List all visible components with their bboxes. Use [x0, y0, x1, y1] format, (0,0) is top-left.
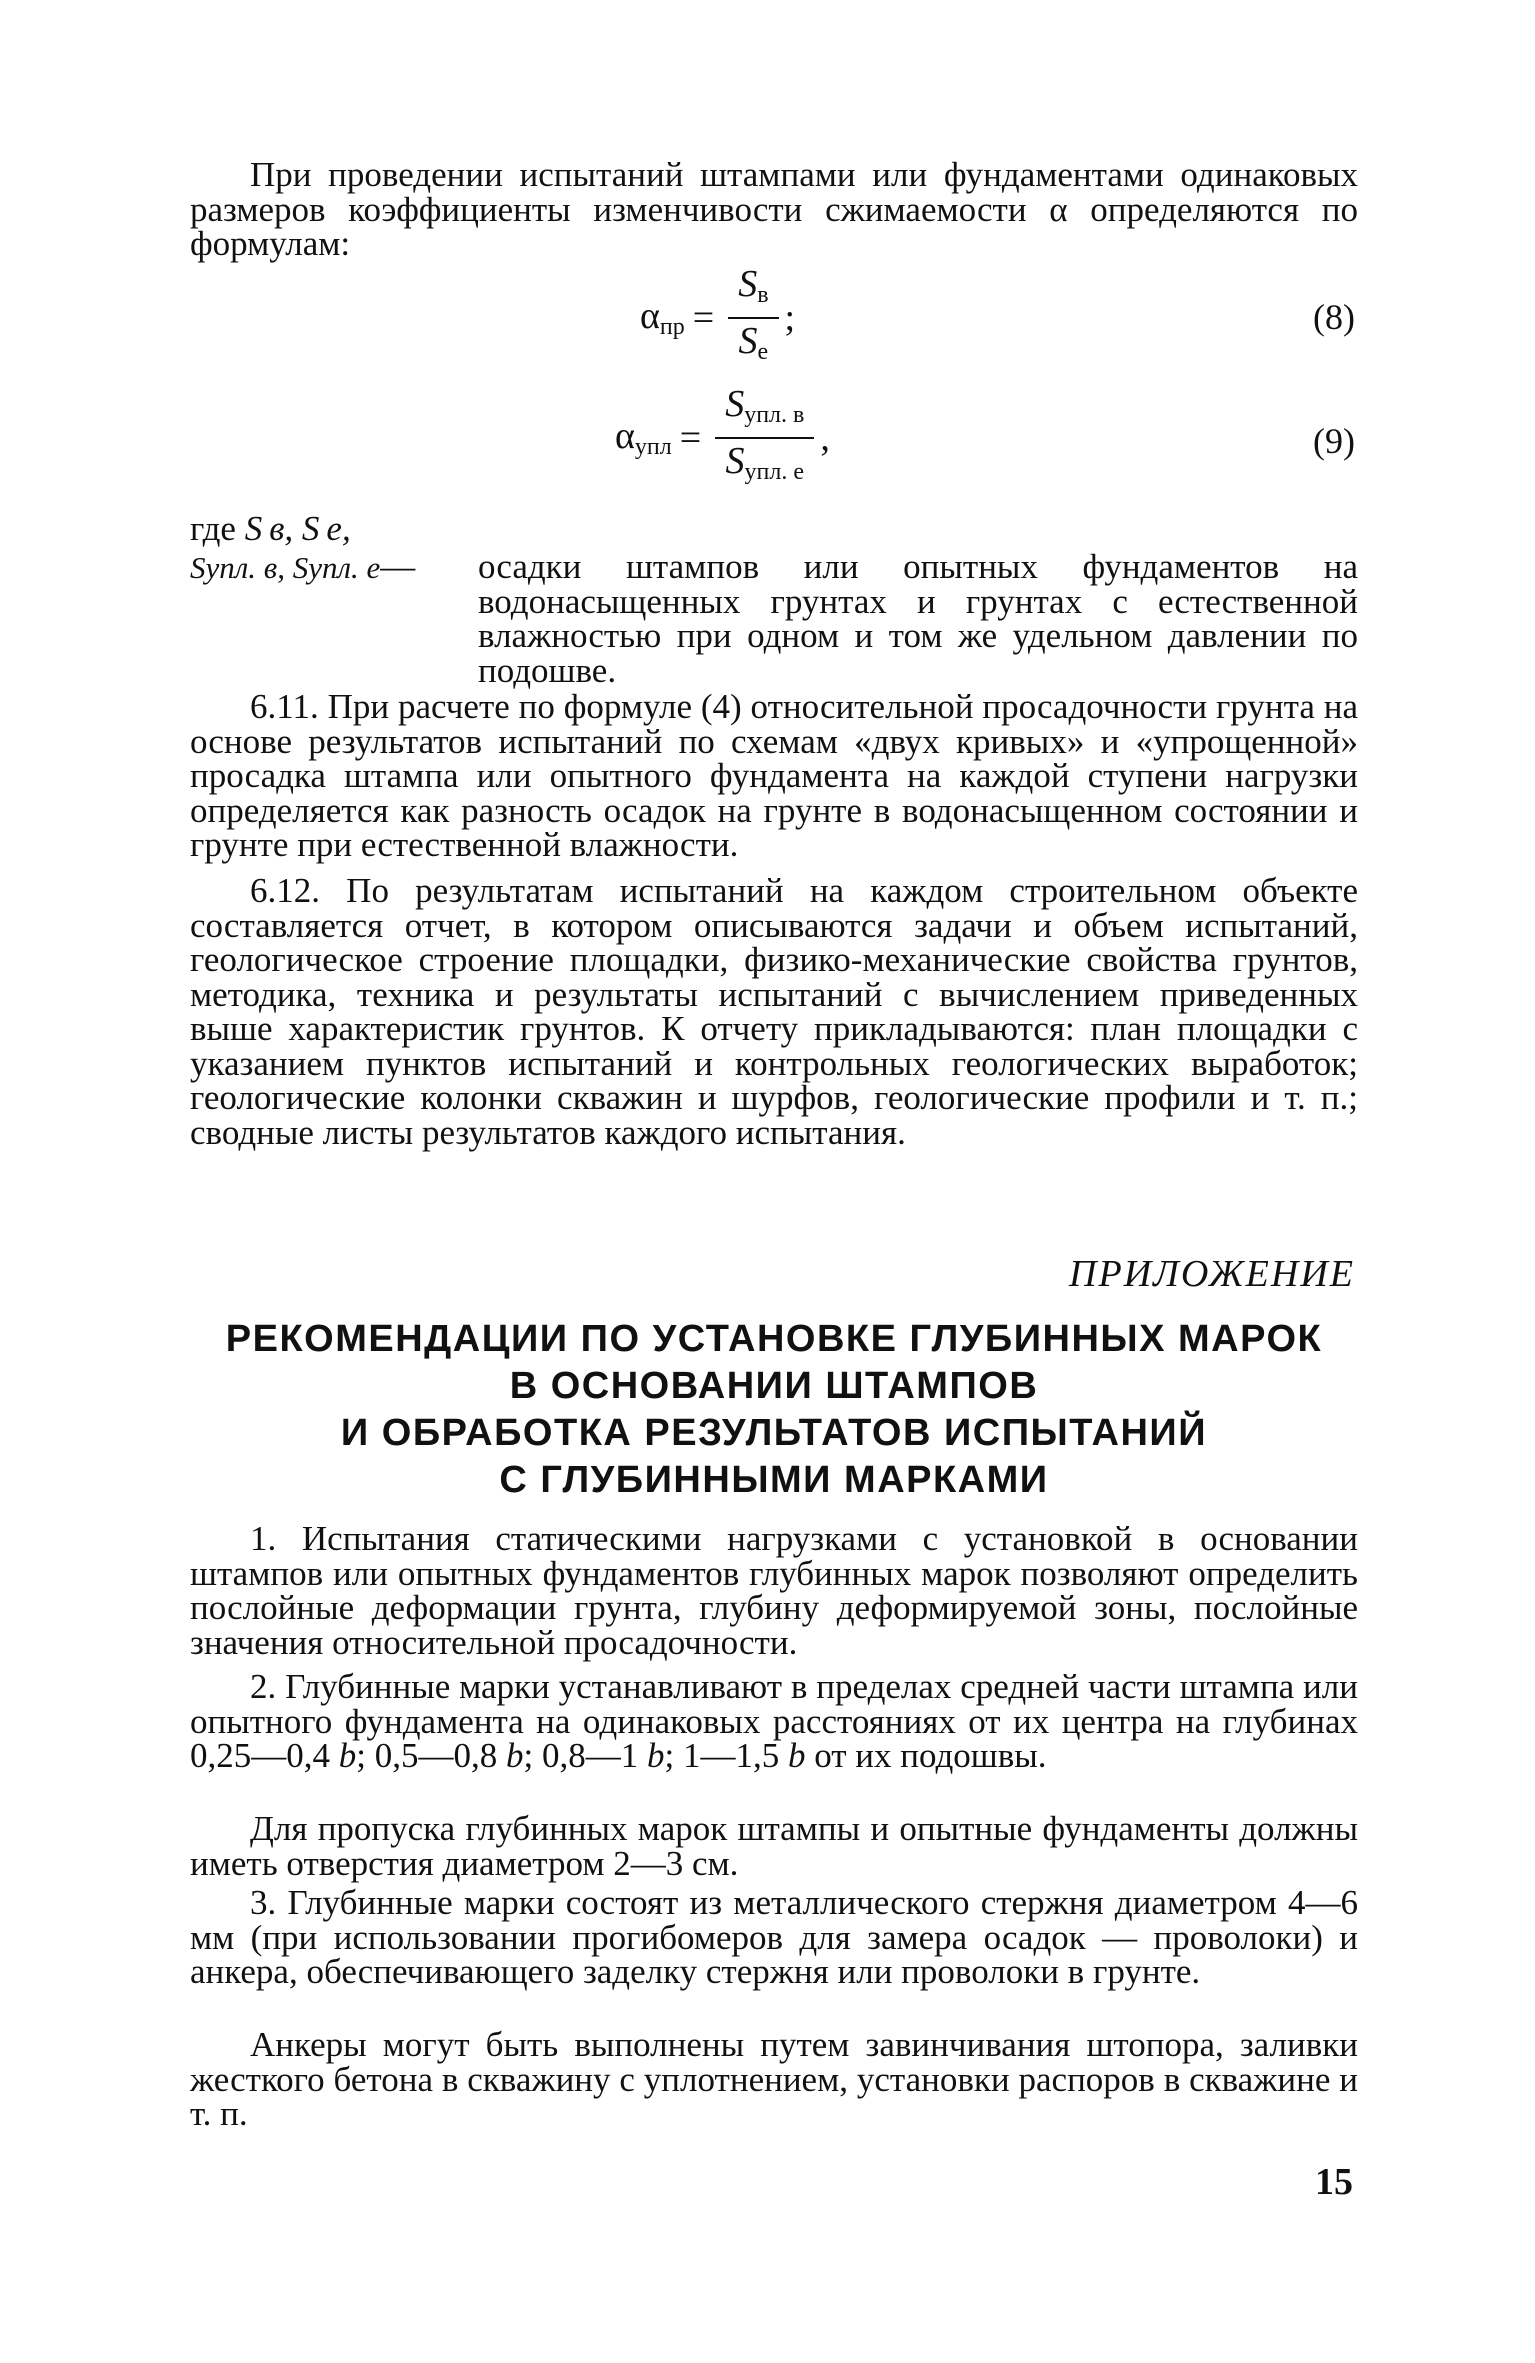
formula-8-fraction: $\frac{S_в}{S_e}$: [728, 262, 778, 374]
where-label: где S в, S e,: [190, 509, 351, 548]
paragraph-6-12: 6.12. По результатам испытаний на каждом строительном объекте составляется отчет, в котором описываются задачи и объем испытаний, геологическое строение площадки, физико-механические свойства грунтов, методика, техника и результаты испытаний с вычислением приведенных выше характеристик грунтов. К отчету прикладываются: план площадки с указанием пунктов испытаний и контрольных геологических выработок; геологические колонки скважин и шурфов, геологические профили и т. п.; сводные листы результатов каждого испытания.: [190, 871, 1358, 1152]
paragraph-6-11: 6.11. При расчете по формуле (4) относительной просадочности грунта на основе результатов испытаний по схемам «двух кривых» и «упрощенной» просадка штампа или опытного фундамента на каждой ступени нагрузки определяется как разность осадок на грунте в водонасыщенном состоянии и грунте при естественной влажности.: [190, 687, 1358, 864]
appendix-label: ПРИЛОЖЕНИЕ: [1069, 1253, 1355, 1295]
where-definition: осадки штампов или опытных фундаментов на водонасыщенных грунтах и грунтах с естественной влажностью при одном и том же удельном давлении по подошве.: [478, 547, 1358, 690]
intro-text: При проведении испытаний штампами или фундаментами одинаковых размеров коэффициенты изменчивости сжимаемости α определяются по формулам:: [190, 155, 1358, 263]
page-number: 15: [1315, 2161, 1353, 2203]
intro-paragraph: [190, 155, 1358, 263]
where-symbols-1: S в, S e,: [244, 509, 351, 548]
formula-8-lhs: $\alpha_{пр}$: [640, 295, 685, 340]
title-line-2: В ОСНОВАНИИ ШТАМПОВ: [509, 1365, 1039, 1407]
appendix-item-1: 1. Испытания статическими нагрузками с установкой в основании штампов или опытных фундаментов глубинных марок позволяют определить послойные деформации грунта, глубину деформируемой зоны, послойные значения относительной просадочности.: [190, 1519, 1358, 1662]
formula-9-lhs: $\alpha_{упл}$: [615, 415, 672, 460]
appendix-item-3-note: Анкеры могут быть выполнены путем завинчивания штопора, заливки жесткого бетона в скважину с уплотнением, установки распоров в скважине и т. п.: [190, 2025, 1358, 2133]
equation-number-9: (9): [1313, 421, 1355, 461]
where-symbols-2-line: Sупл. в, Sупл. е—: [190, 547, 416, 586]
where-symbols-2: Sупл. в, Sупл. е: [190, 550, 381, 585]
title-line-1: РЕКОМЕНДАЦИИ ПО УСТАНОВКЕ ГЛУБИННЫХ МАРОК: [225, 1318, 1323, 1360]
appendix-item-3: 3. Глубинные марки состоят из металлического стержня диаметром 4—6 мм (при использовании прогибомеров для замера осадок — проволоки) и анкера, обеспечивающего заделку стержня или проволоки в грунте.: [190, 1883, 1358, 1991]
title-line-3: И ОБРАБОТКА РЕЗУЛЬТАТОВ ИСПЫТАНИЙ: [340, 1412, 1208, 1454]
appendix-item-2-note: Для пропуска глубинных марок штампы и опытные фундаменты должны иметь отверстия диаметром 2—3 см.: [190, 1809, 1358, 1883]
title-line-4: С ГЛУБИННЫМИ МАРКАМИ: [499, 1459, 1049, 1501]
appendix-title: [190, 1316, 1358, 1504]
formula-9: $\alpha_{упл}$ = $\frac{S_{упл. в}}{S_{упл. е}}$ ,: [615, 382, 830, 494]
formula-9-fraction: $\frac{S_{упл. в}}{S_{упл. е}}$: [715, 382, 814, 494]
formula-8: $\alpha_{пр}$ = $\frac{S_в}{S_e}$ ;: [640, 262, 795, 374]
appendix-item-2: 2. Глубинные марки устанавливают в пределах средней части штампа или опытного фундамента на одинаковых расстояниях от их центра на глубинах 0,25—0,4 b; 0,5—0,8 b; 0,8—1 b; 1—1,5 b от их подошвы.: [190, 1667, 1358, 1775]
equation-number-8: (8): [1313, 297, 1355, 337]
